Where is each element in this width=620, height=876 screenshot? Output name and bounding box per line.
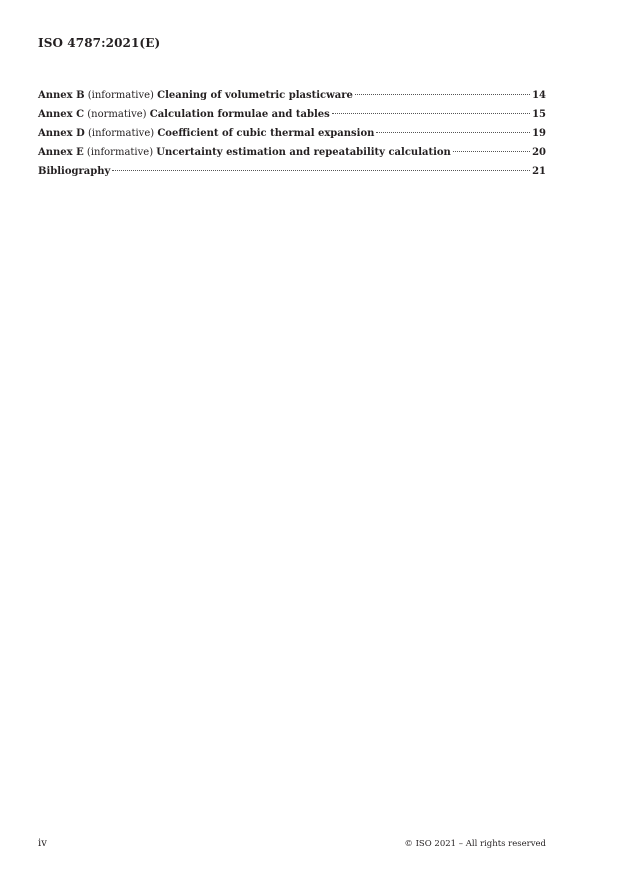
toc-entry-title: Uncertainty estimation and repeatability calculation — [156, 147, 451, 158]
footer-page-number: iv — [38, 838, 47, 849]
footer-copyright: © ISO 2021 – All rights reserved — [404, 839, 546, 849]
toc-annex-label: Annex C — [38, 109, 85, 120]
table-of-contents — [38, 86, 546, 181]
toc-annex-type: (informative) — [87, 128, 155, 139]
toc-annex-label: Annex B — [38, 90, 85, 101]
toc-page-number: 15 — [532, 109, 546, 120]
toc-annex-type: (normative) — [87, 109, 147, 120]
toc-dot-leader — [376, 132, 530, 133]
document-header-id: ISO 4787:2021(E) — [38, 36, 161, 50]
toc-entry-title: Cleaning of volumetric plasticware — [157, 90, 353, 101]
toc-annex-label: Annex E — [38, 147, 84, 158]
toc-page-number: 19 — [532, 128, 546, 139]
toc-dot-leader — [355, 94, 530, 95]
toc-entry-annex-b[interactable] — [38, 86, 546, 105]
toc-dot-leader — [453, 151, 530, 152]
toc-entry-annex-c[interactable] — [38, 105, 546, 124]
toc-annex-type: (informative) — [87, 90, 154, 101]
toc-dot-leader — [112, 170, 530, 171]
toc-page-number: 14 — [532, 90, 546, 101]
toc-dot-leader — [332, 113, 530, 114]
toc-entry-title: Calculation formulae and tables — [149, 109, 330, 120]
toc-annex-type: (informative) — [86, 147, 154, 158]
toc-page-number: 20 — [532, 147, 546, 158]
toc-entry-annex-d[interactable] — [38, 124, 546, 143]
toc-annex-label: Annex D — [38, 128, 85, 139]
toc-entry-title: Bibliography — [38, 166, 111, 177]
toc-page-number: 21 — [532, 166, 546, 177]
toc-entry-annex-e[interactable] — [38, 143, 546, 162]
toc-entry-title: Coefficient of cubic thermal expansion — [157, 128, 375, 139]
toc-entry-bibliography[interactable] — [38, 162, 546, 181]
